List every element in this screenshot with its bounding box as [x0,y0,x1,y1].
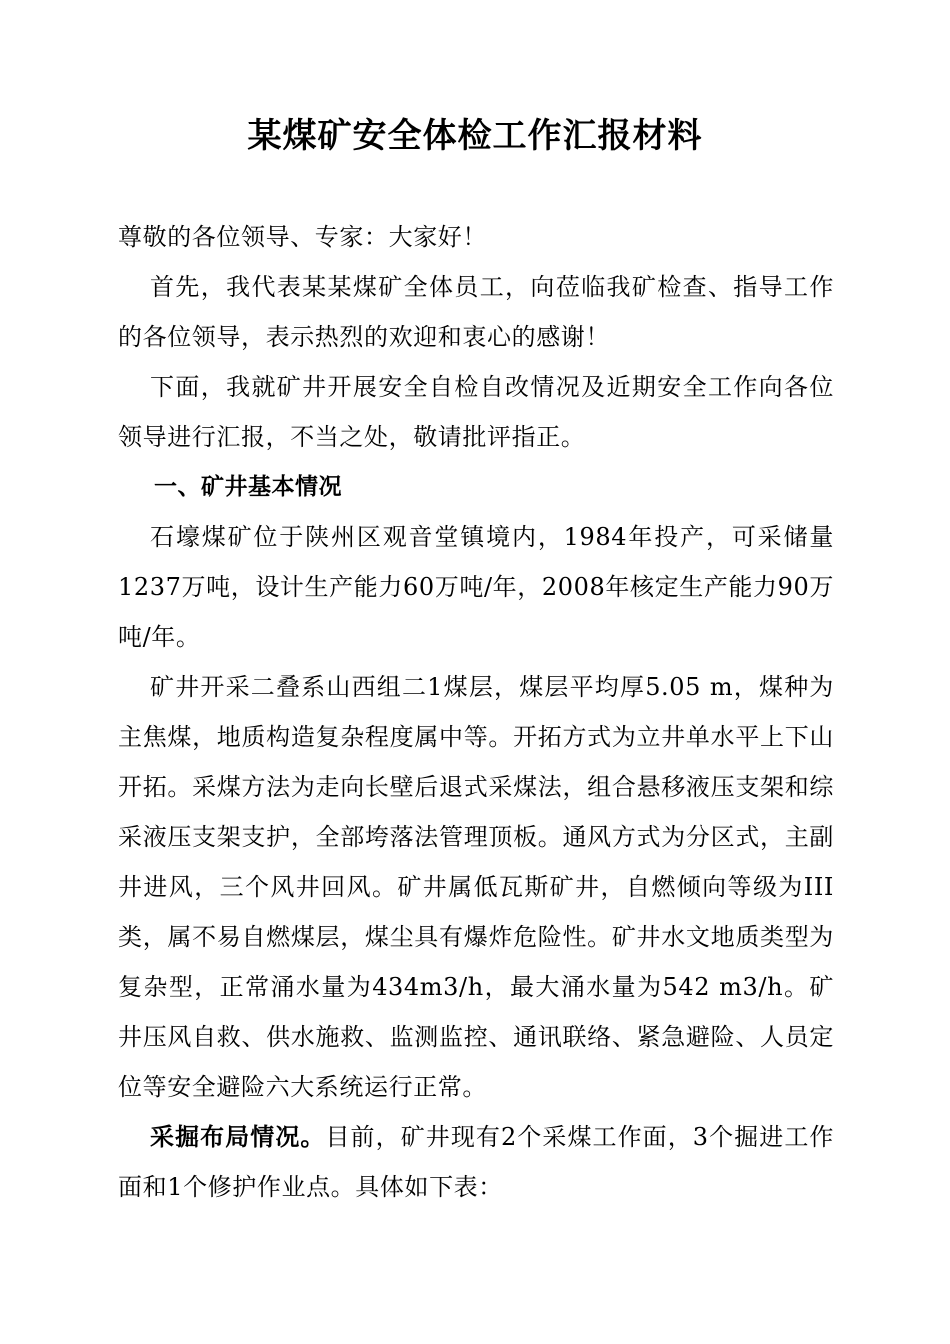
location-paragraph: 石壕煤矿位于陕州区观音堂镇境内，1984年投产，可采储量1237万吨，设计生产能力60万吨/年，2008年核定生产能力90万吨/年。 [118,523,834,651]
layout-lead-text: 采掘布局情况。 [150,1122,326,1151]
welcome-paragraph: 首先，我代表某某煤矿全体员工，向莅临我矿检查、指导工作的各位领导，表示热烈的欢迎和衷心的感谢！ [118,273,834,351]
document-body [118,212,834,1212]
section-heading-basic-info: 一、矿井基本情况 [154,474,342,500]
document-title: 某煤矿安全体检工作汇报材料 [247,116,703,156]
layout-body-text: 目前，矿井现有2个采煤工作面，3个掘进工作面和1个修护作业点。具体如下表： [118,1123,834,1201]
intro-paragraph: 下面，我就矿井开展安全自检自改情况及近期安全工作向各位领导进行汇报，不当之处，敬请批评指正。 [118,373,834,451]
layout-paragraph [118,1112,834,1212]
geology-paragraph: 矿井开采二叠系山西组二1煤层，煤层平均厚5.05 m，煤种为主焦煤，地质构造复杂程度属中等。开拓方式为立井单水平上下山开拓。采煤方法为走向长壁后退式采煤法，组合悬移液压支架和综采液压支架支护，全部垮落法管理顶板。通风方式为分区式，主副井进风，三个风井回风。矿井属低瓦斯矿井，自燃倾向等级为III类，属不易自燃煤层，煤尘具有爆炸危险性。矿井水文地质类型为复杂型，正常涌水量为434m3/h，最大涌水量为542 m3/h。矿井压风自救、供水施救、监测监控、通讯联络、紧急避险、人员定位等安全避险六大系统运行正常。 [118,673,834,1101]
greeting-paragraph: 尊敬的各位领导、专家：大家好！ [118,223,487,251]
